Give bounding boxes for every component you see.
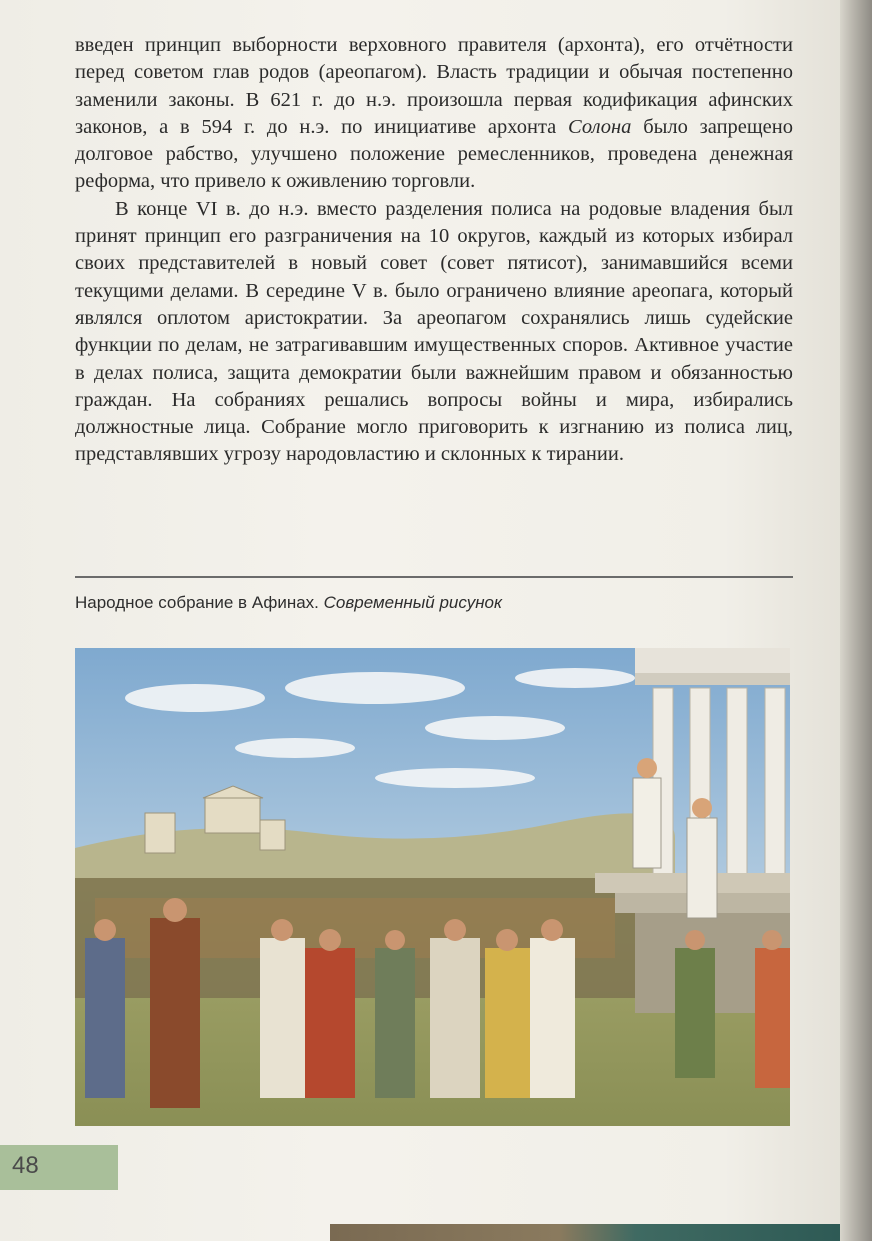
page-number: 48 xyxy=(12,1152,39,1179)
paragraph-1: введен принцип выборности верховного правителя (архонта), его отчётности перед советом глав родов (ареопагом). Власть традиции и обычая постепенно заменили законы. В 621 г. до н.э. произошла первая кодификация афинских законов, а в 594 г. до н.э. по инициативе архонта Солона было запрещено долговое рабство, улучшено положение ремесленников, проведена денежная реформа, что привело к оживлению торговли. xyxy=(75,34,793,193)
assembly-painting xyxy=(75,648,790,1126)
caption-divider xyxy=(75,576,793,578)
caption-title: Народное собрание в Афинах. xyxy=(75,593,319,612)
book-spine-edge xyxy=(840,0,872,1241)
paragraph-2: В конце VI в. до н.э. вместо разделения полиса на родовые владения был принят принцип его разграничения на 10 округов, каждый из которых избирал своих представителей в новый совет (совет пятисот), занимавшийся всеми текущими делами. В середине V в. было ограничено влияние ареопага, который являлся оплотом аристократии. За ареопагом сохранялись лишь судейские функции по делам, не затрагивавшим имущественных споров. Активное участие в делах полиса, защита демократии были важнейшим правом и обязанностью граждан. На собраниях решались вопросы войны и мира, избирались должностные лица. Собрание могло приговорить к изгнанию из полиса лиц, представлявших угрозу народовластию и склонных к тирании. xyxy=(75,197,793,466)
assembly-illustration xyxy=(75,648,790,1126)
body-text xyxy=(75,32,793,469)
caption-subtitle: Современный рисунок xyxy=(323,593,503,612)
figure-caption xyxy=(75,593,793,613)
bottom-scan-strip xyxy=(330,1224,840,1241)
solon-name: Солона xyxy=(568,115,632,138)
page-number-box xyxy=(0,1145,118,1190)
